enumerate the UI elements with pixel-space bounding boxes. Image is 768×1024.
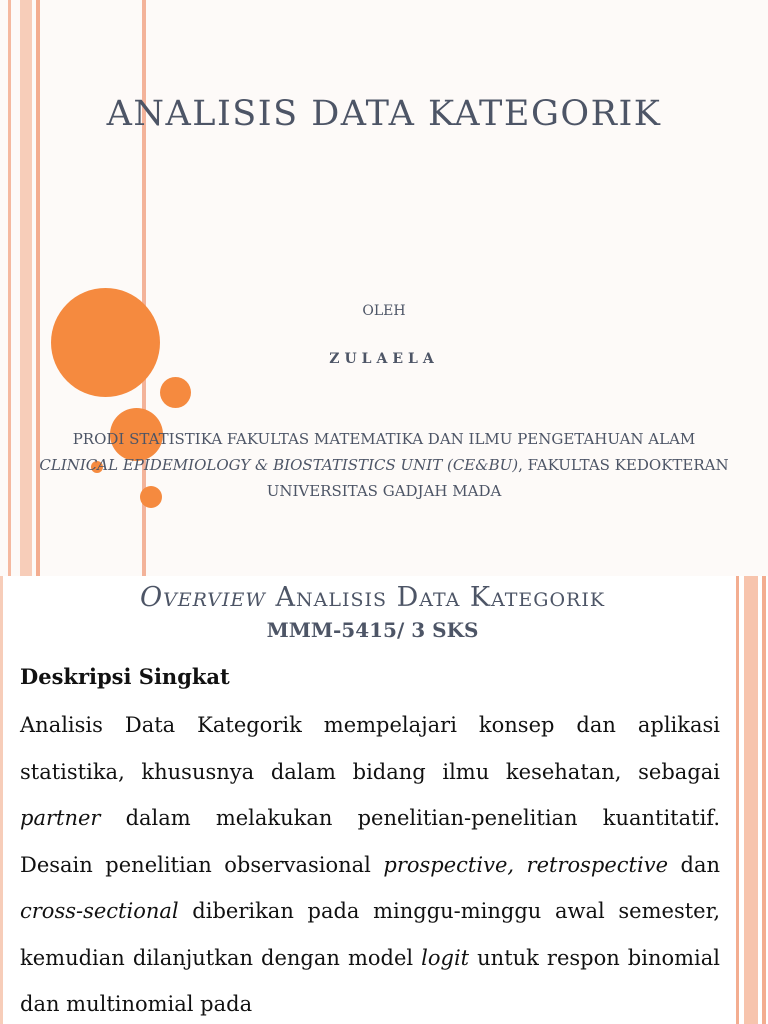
course-code: MMM-5415/ 3 SKS <box>266 618 479 642</box>
slide-title <box>0 582 745 613</box>
affiliation <box>0 426 768 504</box>
text-run-italic: cross-sectional <box>20 899 179 923</box>
text-run-italic: partner <box>20 806 101 830</box>
description-text <box>20 702 720 1024</box>
affiliation-line <box>0 452 768 478</box>
by-label: OLEH <box>362 303 406 319</box>
text-run: diberikan pada minggu-minggu awal semester, kemudian dilanjutkan dengan model <box>20 899 720 970</box>
text-run: untuk respon binomial dan multinomial pada <box>20 945 720 1016</box>
unit-name: CLINICAL EPIDEMIOLOGY & BIOSTATISTICS UNIT (CE&BU) <box>39 456 519 474</box>
decorative-stripe <box>736 576 739 1024</box>
decorative-stripe <box>744 576 758 1024</box>
decorative-circle-small <box>160 377 191 408</box>
text-run: Analisis Data Kategorik mempelajari konsep dan aplikasi statistika, khususnya dalam bidang ilmu kesehatan, sebagai <box>20 713 720 784</box>
text-run-italic: logit <box>421 945 470 970</box>
decorative-stripe <box>762 576 766 1024</box>
section-heading: Deskripsi Singkat <box>20 664 230 689</box>
title-rest: Analisis Data Kategorik <box>275 582 606 613</box>
author-name: ZULAELA <box>329 351 439 367</box>
overview-slide <box>0 576 768 1024</box>
text-run: dan <box>668 852 720 877</box>
affiliation-line: PRODI STATISTIKA FAKULTAS MATEMATIKA DAN ILMU PENGETAHUAN ALAM <box>72 430 696 448</box>
affiliation-line: UNIVERSITAS GADJAH MADA <box>266 482 502 500</box>
text-run-italic: prospective, retrospective <box>383 852 668 877</box>
slide-title: ANALISIS DATA KATEGORIK <box>106 94 662 134</box>
faculty-name: , FAKULTAS KEDOKTERAN <box>518 456 729 474</box>
text-run: dalam melakukan penelitian-penelitian kuantitatif. Desain penelitian observasional <box>20 806 720 877</box>
decorative-stripe <box>0 576 3 1024</box>
title-italic-word: Overview <box>139 582 266 613</box>
